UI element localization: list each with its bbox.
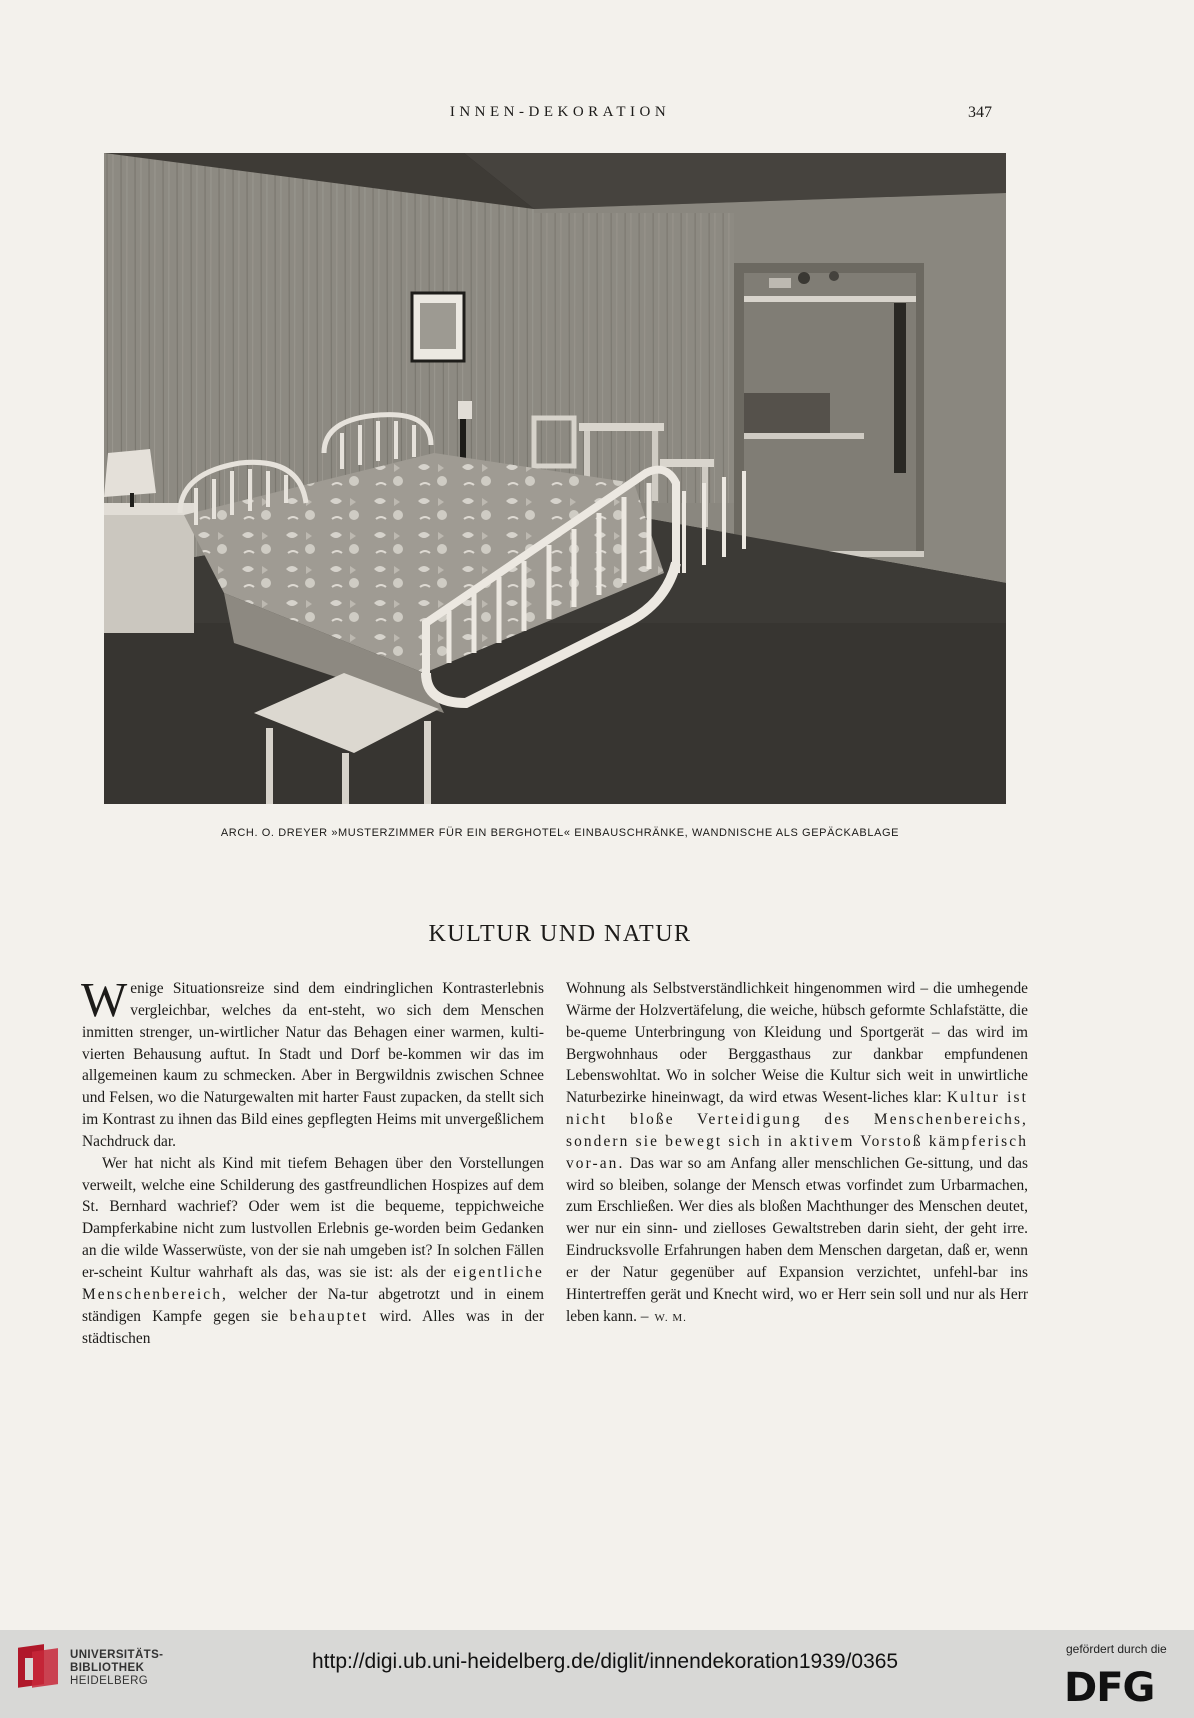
source-url-link[interactable]: http://digi.ub.uni-heidelberg.de/diglit/innendekoration1939/0365 (312, 1650, 899, 1673)
paragraph-1-text: enige Situationsreize sind dem eindringlichen Kontrasterlebnis vergleichbar, welches da ent-steht, wo sich dem Menschen inmitten strenger, un-wirtlicher Natur das Behagen einer warmen, kulti-vierten Behausung auftut. In Stadt und Dorf be-kommen wir das im allgemeinen kaum zu schmecken. Aber in Bergwildnis zwischen Schnee und Felsen, wo die Naturgewalten mit harter Faust zupacken, da stellt sich im Kontrast zu ihnen das Bild eines gepflegten Heims mit unvergeßlichem Nachdruck dar. (82, 980, 544, 1150)
footer-bar (0, 1630, 1194, 1718)
funder-text: gefördert durch die (1066, 1642, 1167, 1656)
paragraph-1 (81, 972, 544, 1153)
page-number: 347 (968, 104, 992, 121)
library-name (70, 1649, 163, 1688)
library-name-line2: BIBLIOTHEK (70, 1662, 145, 1674)
figure-caption: ARCH. O. DREYER »MUSTERZIMMER FÜR EIN BERGHOTEL« EINBAUSCHRÄNKE, WANDNISCHE ALS GEPÄCKABLAGE (220, 827, 900, 839)
author-initials: W. M. (654, 1311, 687, 1324)
running-title: INNEN-DEKORATION (449, 104, 671, 120)
paragraph-3-text-a: Wohnung als Selbstverständlichkeit hingenommen wird – die umhegende Wärme der Holzvertäfelung, die weiche, hübsch geformte Schlafstätte, die be-queme Unterbringung von Kleidung und Sportgerät – das wird im Bergwohnhaus oder Berggasthaus zur dankbar empfundenen Lebenswohltat. Wo in solcher Weise die Kultur sich weit in unwirtliche Naturbezirke hineinwagt, da wird etwas Wesent-liches klar: (566, 980, 1028, 1107)
university-library-logo-icon (16, 1644, 62, 1694)
paragraph-2 (82, 1153, 544, 1350)
paragraph-2-text-a: Wer hat nicht als Kind mit tiefem Behagen über den Vorstellungen verweilt, welche eine Schilderung des gastfreundlichen Hospizes auf dem St. Bernhard wachrief? Oder wem ist die bequeme, teppichweiche Dampferkabine nicht zum lustvollen Erlebnis ge-worden beim Gedanken an die wilde Wasserwüste, von der sie nah umgeben ist? In solchen Fällen er-scheint Kultur wahrhaft als das, was sie ist: als der (82, 1154, 544, 1281)
paragraph-2-text-b: welcher der Na-tur abgetrotzt und in einem ständigen Kampfe gegen sie (82, 1285, 544, 1325)
bedroom-photograph (104, 153, 1006, 804)
paragraph-3-text-b: Das war so am Anfang aller menschlichen Ge-sittung, und das wird so bleiben, solange der Mensch etwas vorfindet zum Urbarmachen, zum Erschließen. Wer dies als bloßen Machthunger des Menschen deutet, wer nur ein sinn- und zielloses Gewaltstreben darin sieht, der geht irre. Eindrucksvolle Erfahrungen haben dem Menschen dargetan, daß er, wenn er der Natur gegenüber auf Expansion verzichtet, unfehl-bar ins Hintertreffen gerät und Knecht wird, wo er Herr sein soll und nur als Herr leben kann. – (566, 1154, 1029, 1325)
dfg-logo: DFG (1064, 1665, 1155, 1711)
article-column-left (81, 972, 544, 1349)
article-title: KULTUR UND NATUR (428, 921, 692, 947)
article-column-right (566, 978, 1028, 1330)
spaced-emphasis: eigentliche Menschenbereich, (82, 1263, 544, 1303)
spaced-emphasis: Kultur ist nicht bloße Verteidigung des Menschenbereichs, sondern sie bewegt sich in aktivem Vorstoß kämpferisch vor-an. (566, 1089, 1028, 1172)
paragraph-3 (566, 978, 1028, 1330)
paragraph-2-text-c: wird. Alles was in der städtischen (82, 1307, 544, 1347)
spaced-emphasis: behauptet (289, 1307, 369, 1325)
library-name-line1: UNIVERSITÄTS- (70, 1649, 164, 1661)
drop-cap: W (81, 972, 128, 1027)
library-name-line3: HEIDELBERG (70, 1675, 149, 1687)
